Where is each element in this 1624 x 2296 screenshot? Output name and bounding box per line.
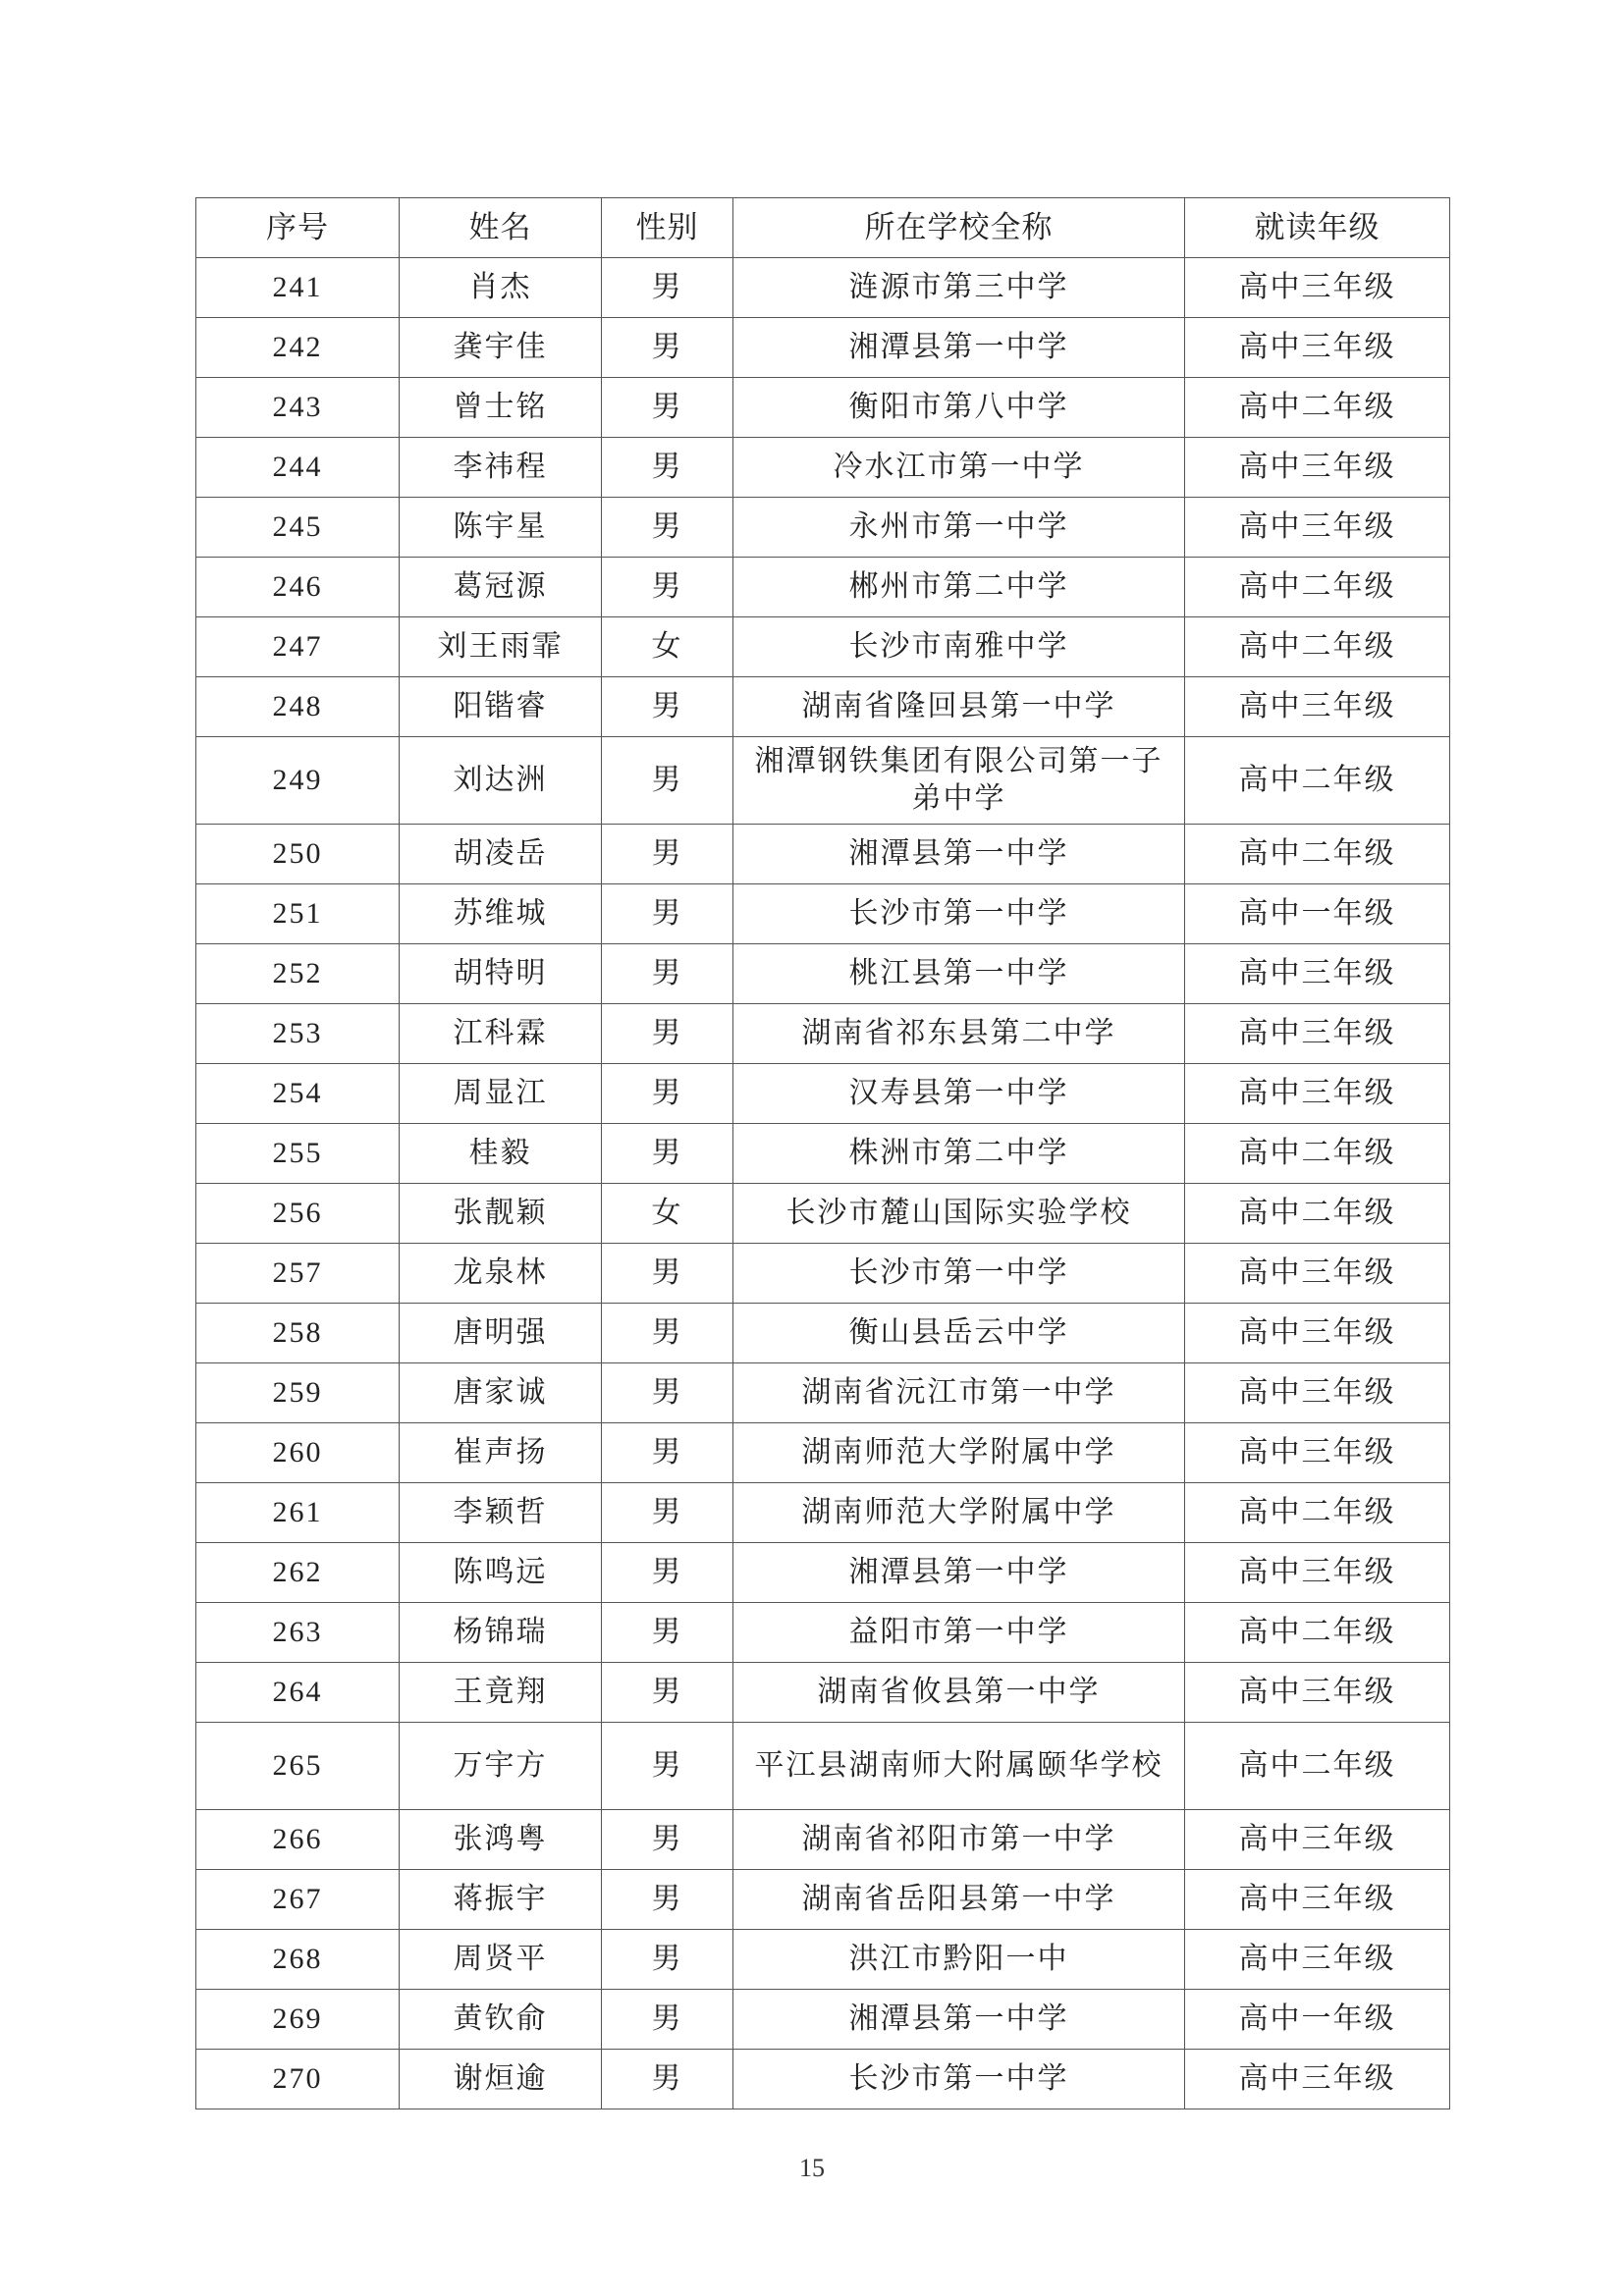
cell-name: 阳锴睿 bbox=[400, 677, 602, 737]
cell-name: 王竟翔 bbox=[400, 1663, 602, 1723]
cell-school: 长沙市第一中学 bbox=[733, 1244, 1185, 1304]
cell-index: 261 bbox=[196, 1483, 400, 1543]
cell-school: 湖南省祁阳市第一中学 bbox=[733, 1810, 1185, 1870]
cell-school: 长沙市南雅中学 bbox=[733, 617, 1185, 677]
cell-gender: 男 bbox=[602, 378, 733, 438]
cell-grade: 高中三年级 bbox=[1185, 258, 1450, 318]
cell-school: 郴州市第二中学 bbox=[733, 558, 1185, 617]
table-row bbox=[196, 378, 1450, 438]
cell-school: 湘潭县第一中学 bbox=[733, 318, 1185, 378]
cell-name: 曾士铭 bbox=[400, 378, 602, 438]
student-roster-table bbox=[195, 197, 1450, 2109]
cell-index: 263 bbox=[196, 1603, 400, 1663]
cell-school: 湖南师范大学附属中学 bbox=[733, 1483, 1185, 1543]
cell-grade: 高中二年级 bbox=[1185, 825, 1450, 884]
cell-name: 万宇方 bbox=[400, 1723, 602, 1810]
cell-index: 257 bbox=[196, 1244, 400, 1304]
cell-name: 周贤平 bbox=[400, 1930, 602, 1990]
cell-gender: 男 bbox=[602, 438, 733, 498]
cell-gender: 男 bbox=[602, 1810, 733, 1870]
cell-grade: 高中三年级 bbox=[1185, 1064, 1450, 1124]
cell-grade: 高中三年级 bbox=[1185, 1304, 1450, 1363]
cell-gender: 男 bbox=[602, 1064, 733, 1124]
cell-index: 265 bbox=[196, 1723, 400, 1810]
cell-school: 湖南省攸县第一中学 bbox=[733, 1663, 1185, 1723]
cell-index: 248 bbox=[196, 677, 400, 737]
cell-school: 洪江市黔阳一中 bbox=[733, 1930, 1185, 1990]
cell-name: 陈宇星 bbox=[400, 498, 602, 558]
table-row bbox=[196, 1304, 1450, 1363]
cell-grade: 高中三年级 bbox=[1185, 318, 1450, 378]
cell-school: 湖南师范大学附属中学 bbox=[733, 1423, 1185, 1483]
cell-gender: 女 bbox=[602, 1184, 733, 1244]
cell-gender: 男 bbox=[602, 1663, 733, 1723]
cell-grade: 高中三年级 bbox=[1185, 498, 1450, 558]
cell-grade: 高中三年级 bbox=[1185, 1930, 1450, 1990]
cell-name: 龚宇佳 bbox=[400, 318, 602, 378]
cell-grade: 高中二年级 bbox=[1185, 1483, 1450, 1543]
cell-index: 253 bbox=[196, 1004, 400, 1064]
table-row bbox=[196, 1663, 1450, 1723]
cell-gender: 男 bbox=[602, 1483, 733, 1543]
cell-school: 湖南省隆回县第一中学 bbox=[733, 677, 1185, 737]
table-row bbox=[196, 617, 1450, 677]
table-row bbox=[196, 1990, 1450, 2050]
cell-index: 270 bbox=[196, 2050, 400, 2109]
cell-grade: 高中二年级 bbox=[1185, 1124, 1450, 1184]
header-name: 姓名 bbox=[400, 198, 602, 258]
cell-index: 254 bbox=[196, 1064, 400, 1124]
cell-grade: 高中三年级 bbox=[1185, 1423, 1450, 1483]
cell-school: 衡山县岳云中学 bbox=[733, 1304, 1185, 1363]
cell-grade: 高中一年级 bbox=[1185, 884, 1450, 944]
cell-grade: 高中二年级 bbox=[1185, 558, 1450, 617]
cell-gender: 男 bbox=[602, 944, 733, 1004]
cell-school: 湖南省岳阳县第一中学 bbox=[733, 1870, 1185, 1930]
table-row bbox=[196, 1423, 1450, 1483]
table-row bbox=[196, 1723, 1450, 1810]
cell-school: 长沙市第一中学 bbox=[733, 884, 1185, 944]
cell-index: 267 bbox=[196, 1870, 400, 1930]
cell-name: 胡特明 bbox=[400, 944, 602, 1004]
cell-gender: 男 bbox=[602, 1603, 733, 1663]
cell-name: 陈鸣远 bbox=[400, 1543, 602, 1603]
table-row bbox=[196, 258, 1450, 318]
cell-name: 龙泉林 bbox=[400, 1244, 602, 1304]
cell-index: 245 bbox=[196, 498, 400, 558]
table-row bbox=[196, 1184, 1450, 1244]
cell-gender: 男 bbox=[602, 1930, 733, 1990]
cell-name: 蒋振宇 bbox=[400, 1870, 602, 1930]
table-row bbox=[196, 1810, 1450, 1870]
cell-gender: 男 bbox=[602, 677, 733, 737]
cell-gender: 男 bbox=[602, 1423, 733, 1483]
cell-name: 张靓颖 bbox=[400, 1184, 602, 1244]
cell-name: 崔声扬 bbox=[400, 1423, 602, 1483]
cell-index: 252 bbox=[196, 944, 400, 1004]
cell-index: 255 bbox=[196, 1124, 400, 1184]
cell-school: 湘潭县第一中学 bbox=[733, 825, 1185, 884]
table-row bbox=[196, 1543, 1450, 1603]
table-row bbox=[196, 1930, 1450, 1990]
cell-grade: 高中二年级 bbox=[1185, 1184, 1450, 1244]
cell-gender: 男 bbox=[602, 558, 733, 617]
cell-school: 湖南省沅江市第一中学 bbox=[733, 1363, 1185, 1423]
table-row bbox=[196, 1244, 1450, 1304]
cell-gender: 男 bbox=[602, 1004, 733, 1064]
cell-school: 永州市第一中学 bbox=[733, 498, 1185, 558]
cell-index: 256 bbox=[196, 1184, 400, 1244]
cell-name: 李祎程 bbox=[400, 438, 602, 498]
table-row bbox=[196, 1064, 1450, 1124]
cell-grade: 高中三年级 bbox=[1185, 2050, 1450, 2109]
table-row bbox=[196, 1483, 1450, 1543]
table-row bbox=[196, 884, 1450, 944]
cell-school: 湘潭县第一中学 bbox=[733, 1543, 1185, 1603]
cell-grade: 高中一年级 bbox=[1185, 1990, 1450, 2050]
table-row bbox=[196, 825, 1450, 884]
table-row bbox=[196, 1004, 1450, 1064]
cell-index: 247 bbox=[196, 617, 400, 677]
header-school: 所在学校全称 bbox=[733, 198, 1185, 258]
table-row bbox=[196, 1870, 1450, 1930]
table-row bbox=[196, 1124, 1450, 1184]
cell-school: 湘潭钢铁集团有限公司第一子弟中学 bbox=[733, 737, 1185, 825]
cell-gender: 男 bbox=[602, 825, 733, 884]
cell-grade: 高中三年级 bbox=[1185, 438, 1450, 498]
cell-grade: 高中二年级 bbox=[1185, 617, 1450, 677]
cell-index: 250 bbox=[196, 825, 400, 884]
cell-gender: 男 bbox=[602, 258, 733, 318]
cell-grade: 高中三年级 bbox=[1185, 1663, 1450, 1723]
table-row bbox=[196, 2050, 1450, 2109]
cell-index: 260 bbox=[196, 1423, 400, 1483]
cell-gender: 男 bbox=[602, 1870, 733, 1930]
cell-name: 唐明强 bbox=[400, 1304, 602, 1363]
cell-index: 258 bbox=[196, 1304, 400, 1363]
cell-index: 266 bbox=[196, 1810, 400, 1870]
cell-gender: 男 bbox=[602, 1723, 733, 1810]
cell-school: 桃江县第一中学 bbox=[733, 944, 1185, 1004]
cell-index: 259 bbox=[196, 1363, 400, 1423]
cell-gender: 男 bbox=[602, 737, 733, 825]
page-number: 15 bbox=[799, 2154, 825, 2182]
cell-grade: 高中三年级 bbox=[1185, 1543, 1450, 1603]
table-row bbox=[196, 558, 1450, 617]
table-row bbox=[196, 737, 1450, 825]
header-gender: 性别 bbox=[602, 198, 733, 258]
table-header bbox=[196, 198, 1450, 258]
cell-name: 谢烜逾 bbox=[400, 2050, 602, 2109]
cell-gender: 男 bbox=[602, 1244, 733, 1304]
cell-index: 249 bbox=[196, 737, 400, 825]
cell-grade: 高中二年级 bbox=[1185, 378, 1450, 438]
cell-index: 262 bbox=[196, 1543, 400, 1603]
cell-name: 刘达洲 bbox=[400, 737, 602, 825]
cell-name: 周显江 bbox=[400, 1064, 602, 1124]
cell-school: 益阳市第一中学 bbox=[733, 1603, 1185, 1663]
cell-name: 桂毅 bbox=[400, 1124, 602, 1184]
cell-grade: 高中三年级 bbox=[1185, 677, 1450, 737]
table-row bbox=[196, 438, 1450, 498]
cell-grade: 高中三年级 bbox=[1185, 1004, 1450, 1064]
cell-school: 湖南省祁东县第二中学 bbox=[733, 1004, 1185, 1064]
cell-gender: 男 bbox=[602, 2050, 733, 2109]
cell-name: 肖杰 bbox=[400, 258, 602, 318]
table-row bbox=[196, 318, 1450, 378]
cell-index: 269 bbox=[196, 1990, 400, 2050]
cell-grade: 高中三年级 bbox=[1185, 1870, 1450, 1930]
cell-school: 冷水江市第一中学 bbox=[733, 438, 1185, 498]
cell-school: 汉寿县第一中学 bbox=[733, 1064, 1185, 1124]
cell-name: 李颖哲 bbox=[400, 1483, 602, 1543]
cell-school: 湘潭县第一中学 bbox=[733, 1990, 1185, 2050]
cell-gender: 男 bbox=[602, 1363, 733, 1423]
cell-name: 江科霖 bbox=[400, 1004, 602, 1064]
cell-gender: 男 bbox=[602, 1124, 733, 1184]
cell-name: 张鸿粤 bbox=[400, 1810, 602, 1870]
table-body bbox=[196, 258, 1450, 2109]
cell-grade: 高中二年级 bbox=[1185, 737, 1450, 825]
cell-name: 杨锦瑞 bbox=[400, 1603, 602, 1663]
cell-gender: 男 bbox=[602, 318, 733, 378]
table-row bbox=[196, 1603, 1450, 1663]
cell-name: 黄钦俞 bbox=[400, 1990, 602, 2050]
cell-name: 胡凌岳 bbox=[400, 825, 602, 884]
cell-gender: 男 bbox=[602, 1304, 733, 1363]
table-row bbox=[196, 677, 1450, 737]
table-row bbox=[196, 1363, 1450, 1423]
cell-grade: 高中三年级 bbox=[1185, 944, 1450, 1004]
cell-index: 244 bbox=[196, 438, 400, 498]
cell-gender: 男 bbox=[602, 498, 733, 558]
cell-index: 241 bbox=[196, 258, 400, 318]
cell-grade: 高中三年级 bbox=[1185, 1363, 1450, 1423]
cell-school: 株洲市第二中学 bbox=[733, 1124, 1185, 1184]
cell-index: 251 bbox=[196, 884, 400, 944]
cell-index: 264 bbox=[196, 1663, 400, 1723]
header-index: 序号 bbox=[196, 198, 400, 258]
cell-grade: 高中三年级 bbox=[1185, 1810, 1450, 1870]
cell-name: 苏维城 bbox=[400, 884, 602, 944]
cell-index: 242 bbox=[196, 318, 400, 378]
table-row bbox=[196, 498, 1450, 558]
cell-school: 衡阳市第八中学 bbox=[733, 378, 1185, 438]
cell-name: 唐家诚 bbox=[400, 1363, 602, 1423]
cell-grade: 高中二年级 bbox=[1185, 1603, 1450, 1663]
cell-index: 246 bbox=[196, 558, 400, 617]
cell-school: 平江县湖南师大附属颐华学校 bbox=[733, 1723, 1185, 1810]
cell-gender: 女 bbox=[602, 617, 733, 677]
cell-name: 葛冠源 bbox=[400, 558, 602, 617]
cell-gender: 男 bbox=[602, 1990, 733, 2050]
cell-gender: 男 bbox=[602, 1543, 733, 1603]
cell-school: 长沙市第一中学 bbox=[733, 2050, 1185, 2109]
header-row bbox=[196, 198, 1450, 258]
cell-index: 243 bbox=[196, 378, 400, 438]
cell-grade: 高中三年级 bbox=[1185, 1244, 1450, 1304]
cell-school: 长沙市麓山国际实验学校 bbox=[733, 1184, 1185, 1244]
cell-index: 268 bbox=[196, 1930, 400, 1990]
cell-name: 刘王雨霏 bbox=[400, 617, 602, 677]
table-row bbox=[196, 944, 1450, 1004]
cell-school: 涟源市第三中学 bbox=[733, 258, 1185, 318]
header-grade: 就读年级 bbox=[1185, 198, 1450, 258]
cell-grade: 高中二年级 bbox=[1185, 1723, 1450, 1810]
cell-gender: 男 bbox=[602, 884, 733, 944]
